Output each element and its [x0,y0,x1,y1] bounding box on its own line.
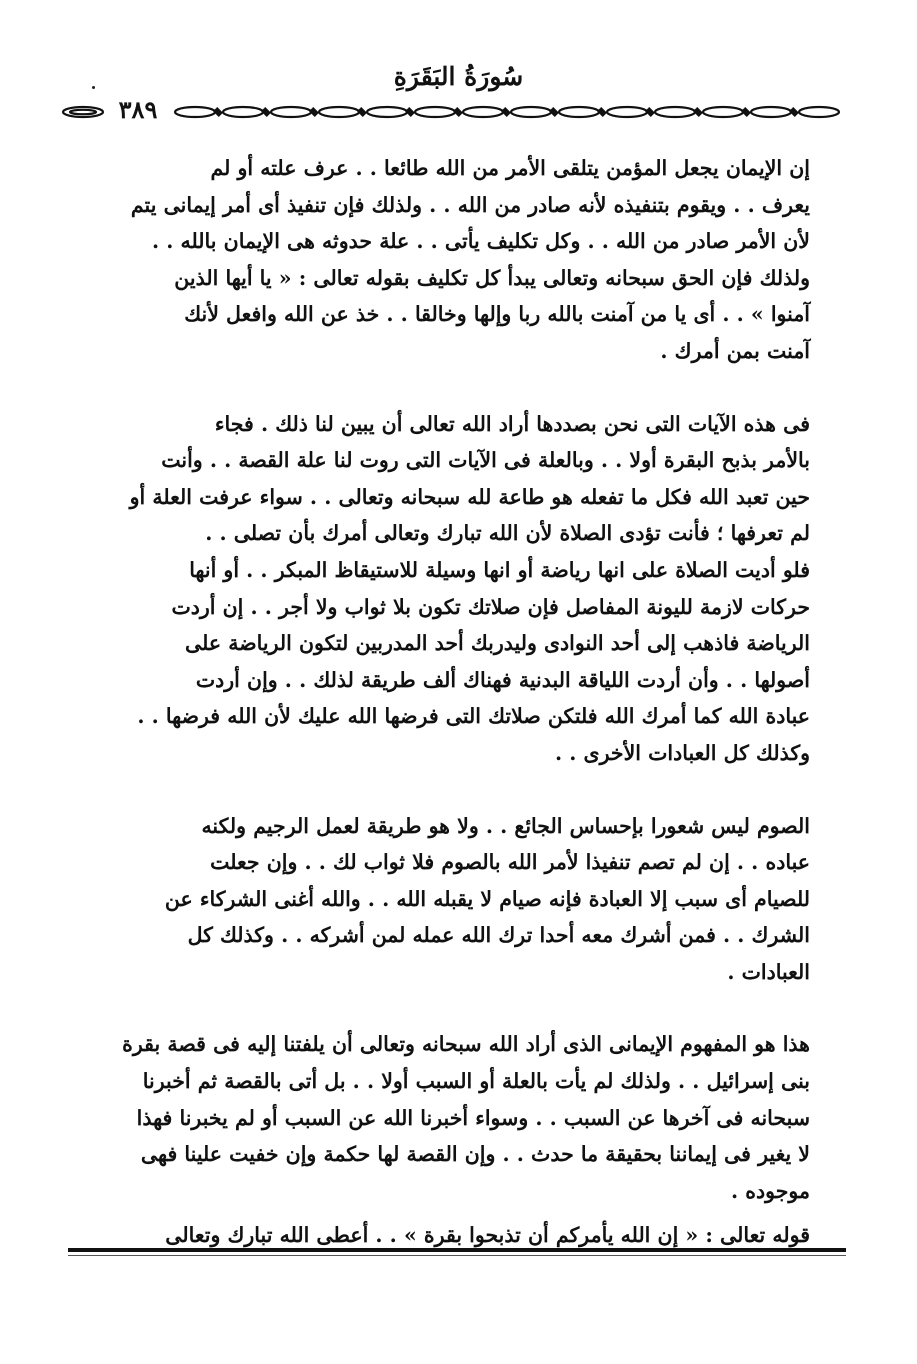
text-line: لم تعرفها ؛ فأنت تؤدى الصلاة لأن الله تبارك وتعالى أمرك بأن تصلى . . [205,521,810,546]
bottom-rule-thin [68,1255,846,1256]
page-number: ٣٨٩ [118,95,158,124]
text-line: عبادة الله كما أمرك الله فلتكن صلاتك التى فرضها الله عليك لأن الله فرضها . . [137,704,810,729]
text-line: هذا هو المفهوم الإيمانى الذى أراد الله سبحانه وتعالى أن يلفتنا إليه فى قصة بقرة [122,1032,810,1057]
text-line: حين تعبد الله فكل ما تفعله هو طاعة لله سبحانه وتعالى . . سواء عرفت العلة أو [129,484,810,509]
paragraph-4 [100,1026,810,1209]
text-line: قوله تعالى : « إن الله يأمركم أن تذبحوا بقرة » . . أعطى الله تبارك وتعالى [165,1223,810,1248]
text-line: الشرك . . فمن أشرك معه أحدا ترك الله عمله لمن أشركه . . وكذلك كل [187,923,810,948]
surah-title: سُورَةُ البَقَرَةِ [393,62,524,91]
text-line: وكذلك كل العبادات الأخرى . . [555,740,810,765]
body-text [100,150,810,1264]
text-line: فى هذه الآيات التى نحن بصددها أراد الله تعالى أن يبين لنا ذلك . فجاء [214,411,810,436]
paragraph-2 [100,406,810,772]
paragraph-1 [100,150,810,370]
text-line: آمنوا » . . أى يا من آمنت بالله ربا وإلها وخالقا . . خذ عن الله وافعل لأنك [184,302,810,327]
bottom-rule [68,1248,846,1252]
text-line: عباده . . إن لم تصم تنفيذا لأمر الله بالصوم فلا ثواب لك . . وإن جعلت [210,850,810,875]
text-line: بالأمر بذبح البقرة أولا . . وبالعلة فى الآيات التى روت لنا علة القصة . . وأنت [161,448,810,473]
text-line: لا يغير فى إيماننا بحقيقة ما حدث . . وإن القصة لها حكمة وإن خفيت علينا فهى [140,1142,810,1167]
text-line: حركات لازمة لليونة المفاصل فإن صلاتك تكون بلا ثواب ولا أجر . . إن أردت [171,594,810,619]
text-line: ولذلك فإن الحق سبحانه وتعالى يبدأ كل تكليف بقوله تعالى : « يا أيها الذين [174,265,810,290]
text-line: لأن الأمر صادر من الله . . وكل تكليف يأتى . . علة حدوثه هى الإيمان بالله . . [151,229,810,254]
text-line: أصولها . . وأن أردت اللياقة البدنية فهناك ألف طريقة لذلك . . وإن أردت [195,667,810,692]
paragraph-3 [100,808,810,991]
text-line: إن الإيمان يجعل المؤمن يتلقى الأمر من الله طائعا . . عرف علته أو لم [210,156,810,180]
text-line: الصوم ليس شعورا بإحساس الجائع . . ولا هو طريقة لعمل الرجيم ولكنه [201,813,810,838]
chain-ornament-border [55,100,855,130]
text-line: موجوده . [731,1178,810,1203]
text-line: بنى إسرائيل . . ولذلك لم يأت بالعلة أو السبب أولا . . بل أتى بالقصة ثم أخبرنا [142,1069,810,1094]
text-line: فلو أديت الصلاة على انها رياضة أو انها وسيلة للاستيقاظ المبكر . . أو أنها [189,557,810,582]
text-line: آمنت بمن أمرك . [660,338,810,363]
text-line: للصيام أى سبب إلا العبادة فإنه صيام لا يقبله الله . . والله أغنى الشركاء عن [164,886,810,911]
text-line: الرياضة فاذهب إلى أحد النوادى وليدربك أحد المدربين لتكون الرياضة على [185,631,810,656]
text-line: العبادات . [727,959,810,984]
text-line: يعرف . . ويقوم بتنفيذه لأنه صادر من الله . . ولذلك فإن تنفيذ أى أمر إيمانى يتم [130,192,810,217]
text-line: سبحانه فى آخرها عن السبب . . وسواء أخبرنا الله عن السبب أو لم يخبرنا فهذا [136,1105,810,1130]
